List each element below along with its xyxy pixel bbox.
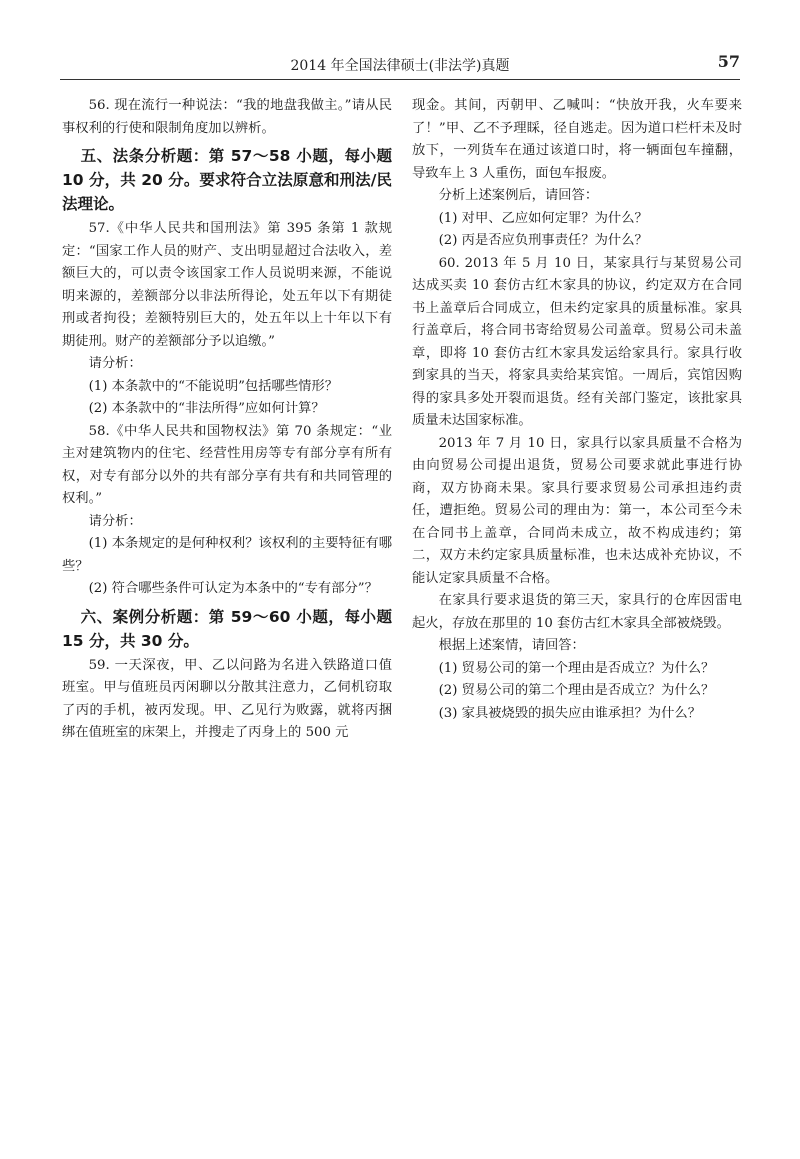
question-60-sub-3: (3) 家具被烧毁的损失应由谁承担？为什么？ [438,705,701,721]
question-57-text: 57.《中华人民共和国刑法》第 395 条第 1 款规定：“国家工作人员的财产、支出明显超过合法收入，差额巨大的，可以责令该国家工作人员说明来源，不能说明来源的，差额部分以非法所得论，处五年以下有期徒刑或者拘役；差额特别巨大的，处五年以上十年以下有期徒刑。财产的差额部分予以追缴。” [62,221,392,349]
section-5-heading: 五、法条分析题：第 57～58 小题，每小题 10 分，共 20 分。要求符合立法原意和刑法/民法理论。 [62,147,392,213]
question-60-sub-2: (2) 贸易公司的第二个理由是否成立？为什么？ [438,683,715,698]
question-60-paragraph-3: 在家具行要求退货的第三天，家具行的仓库因雷电起火，存放在那里的 10 套仿古红木家具全部被烧毁。 [412,593,742,631]
question-59-continued: 现金。其间，丙朝甲、乙喊叫：“快放开我，火车要来了！”甲、乙不予理睬，径自逃走。因为道口栏杆未及时放下，一列货车在通过该道口时，将一辆面包车撞翻，导致车上 3 人重伤，面包车报废。 [412,98,742,181]
question-60-sub-1: (1) 贸易公司的第一个理由是否成立？为什么？ [438,660,715,676]
question-58-sub-2: (2) 符合哪些条件可认定为本条中的“专有部分”？ [88,581,378,596]
question-56: 56. 现在流行一种说法：“我的地盘我做主。”请从民事权利的行使和限制角度加以辨析。 [62,98,392,136]
question-59-sub-1: (1) 对甲、乙应如何定罪？为什么？ [438,210,648,226]
question-59-prompt: 分析上述案例后，请回答： [438,188,599,203]
question-59-sub-2: (2) 丙是否应负刑事责任？为什么？ [438,233,648,248]
right-column [412,95,742,725]
question-57-sub-1: (1) 本条款中的“不能说明”包括哪些情形？ [88,378,339,394]
question-60-prompt: 根据上述案情，请回答： [438,638,585,653]
section-6-heading: 六、案例分析题：第 59～60 小题，每小题 15 分，共 30 分。 [62,607,392,650]
question-58-text: 58.《中华人民共和国物权法》第 70 条规定：“业主对建筑物内的住宅、经营性用房等专有部分享有所有权，对专有部分以外的共有部分享有共有和共同管理的权利。” [62,423,392,506]
page-header [60,50,740,78]
header-rule [60,79,740,80]
page-number: 57 [717,52,740,71]
question-59-text: 59. 一天深夜，甲、乙以问路为名进入铁路道口值班室。甲与值班员丙闲聊以分散其注意力，乙伺机窃取了丙的手机，被丙发现。甲、乙见行为败露，就将丙捆绑在值班室的床架上，并搜走了丙身上的 500 元 [62,657,392,740]
question-57-sub-2: (2) 本条款中的“非法所得”应如何计算？ [88,401,325,416]
question-58-sub-1: (1) 本条规定的是何种权利？该权利的主要特征有哪些？ [62,536,392,574]
running-title: 2014 年全国法律硕士(非法学)真题 [290,58,510,74]
question-60-paragraph-2: 2013 年 7 月 10 日，家具行以家具质量不合格为由向贸易公司提出退货，贸易公司要求就此事进行协商，双方协商未果。家具行要求贸易公司承担违约责任，遭拒绝。贸易公司的理由为：第一，本公司至今未在合同书上盖章，合同尚未成立，故不构成违约；第二，双方未约定家具质量标准，也未达成补充协议，不能认定家具质量不合格。 [412,435,742,586]
question-58-prompt: 请分析： [88,513,142,529]
question-57-prompt: 请分析： [88,356,142,371]
question-60-paragraph-1: 60. 2013 年 5 月 10 日，某家具行与某贸易公司达成买卖 10 套仿古红木家具的协议，约定双方在合同书上盖章后合同成立，但未约定家具的质量标准。家具行盖章后，将合同书寄给贸易公司盖章。贸易公司未盖章，即将 10 套仿古红木家具发运给家具行。家具行收到家具的当天，将家具卖给某宾馆。一周后，宾馆因购得的家具多处开裂而退货。经有关部门鉴定，该批家具质量未达国家标准。 [412,255,742,428]
left-column [62,95,392,745]
